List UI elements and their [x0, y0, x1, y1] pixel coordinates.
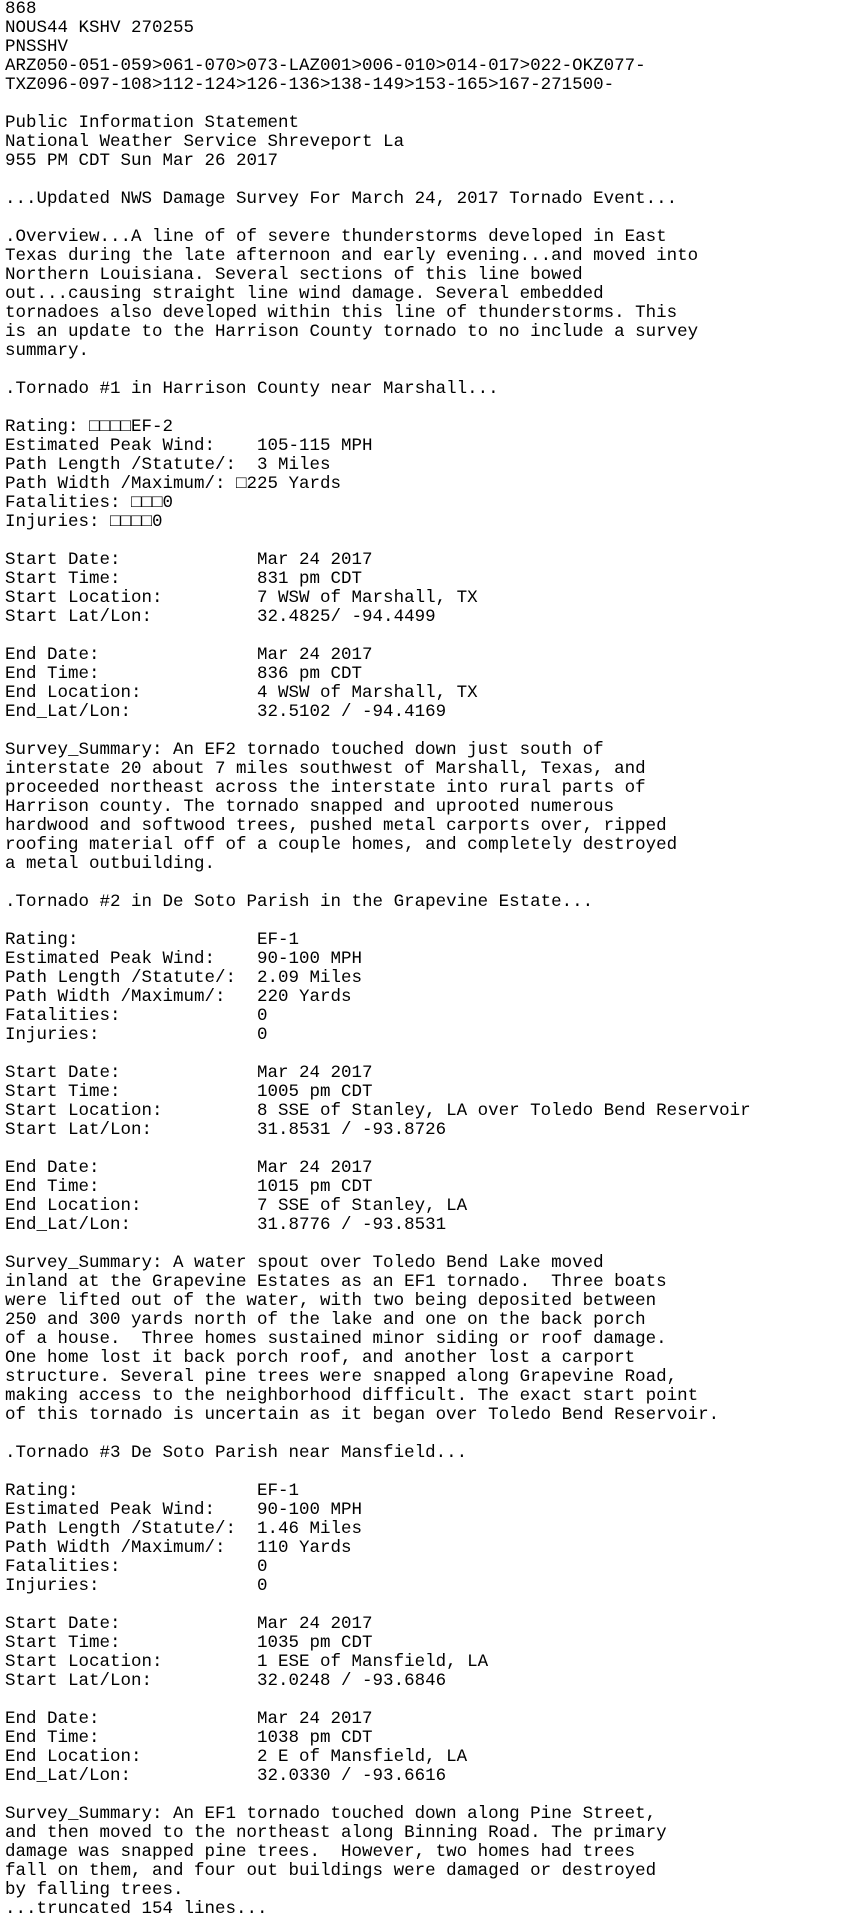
- text-line: [5, 399, 861, 418]
- text-line: Rating: □□□□EF-2: [5, 417, 174, 437]
- text-line: Start Location: 7 WSW of Marshall, TX: [5, 588, 478, 608]
- text-line: Survey_Summary: An EF1 tornado touched down along Pine Street,: [5, 1804, 657, 1824]
- text-line: End Time: 1038 pm CDT: [5, 1728, 373, 1748]
- text-line: End_Lat/Lon: 31.8776 / -93.8531: [5, 1215, 447, 1235]
- text-line: summary.: [5, 341, 90, 361]
- text-line: Survey_Summary: A water spout over Toledo Bend Lake moved: [5, 1253, 604, 1273]
- text-line: Injuries: 0: [5, 1025, 268, 1045]
- text-line: Path Width /Maximum/: 220 Yards: [5, 987, 352, 1007]
- text-line: Start Time: 1035 pm CDT: [5, 1633, 373, 1653]
- text-line: Start Lat/Lon: 32.4825/ -94.4499: [5, 607, 436, 627]
- text-line: Path Length /Statute/: 2.09 Miles: [5, 968, 363, 988]
- text-line: Start Date: Mar 24 2017: [5, 550, 373, 570]
- text-line: .Overview...A line of of severe thunderstorms developed in East: [5, 227, 667, 247]
- text-line: [5, 1691, 861, 1710]
- text-line: is an update to the Harrison County tornado to no include a survey: [5, 322, 699, 342]
- text-line: End_Lat/Lon: 32.5102 / -94.4169: [5, 702, 447, 722]
- text-line: 868: [5, 0, 37, 19]
- text-line: by falling trees.: [5, 1880, 184, 1900]
- text-line: Rating: EF-1: [5, 1481, 300, 1501]
- text-line: of this tornado is uncertain as it began over Toledo Bend Reservoir.: [5, 1405, 720, 1425]
- text-line: Start Location: 1 ESE of Mansfield, LA: [5, 1652, 489, 1672]
- text-line: Injuries: 0: [5, 1576, 268, 1596]
- text-line: tornadoes also developed within this line of thunderstorms. This: [5, 303, 678, 323]
- text-line: [5, 171, 861, 190]
- text-line: Estimated Peak Wind: 105-115 MPH: [5, 436, 373, 456]
- text-line: Start Time: 1005 pm CDT: [5, 1082, 373, 1102]
- text-line: [5, 874, 861, 893]
- text-line: Fatalities: □□□0: [5, 493, 174, 513]
- text-line: [5, 912, 861, 931]
- text-line: Texas during the late afternoon and early evening...and moved into: [5, 246, 699, 266]
- text-line: End Date: Mar 24 2017: [5, 1709, 373, 1729]
- text-line: ...truncated 154 lines...: [5, 1899, 268, 1919]
- text-line: End Date: Mar 24 2017: [5, 1158, 373, 1178]
- text-line: [5, 1425, 861, 1444]
- text-line: [5, 95, 861, 114]
- text-line: Start Lat/Lon: 31.8531 / -93.8726: [5, 1120, 447, 1140]
- text-line: NOUS44 KSHV 270255: [5, 18, 195, 38]
- text-line: [5, 209, 861, 228]
- text-line: proceeded northeast across the interstate into rural parts of: [5, 778, 646, 798]
- text-line: Estimated Peak Wind: 90-100 MPH: [5, 1500, 363, 1520]
- text-line: Fatalities: 0: [5, 1006, 268, 1026]
- text-line: Start Lat/Lon: 32.0248 / -93.6846: [5, 1671, 447, 1691]
- text-line: of a house. Three homes sustained minor siding or roof damage.: [5, 1329, 667, 1349]
- text-line: Rating: EF-1: [5, 930, 300, 950]
- text-line: inland at the Grapevine Estates as an EF1 tornado. Three boats: [5, 1272, 667, 1292]
- text-line: .Tornado #1 in Harrison County near Marshall...: [5, 379, 499, 399]
- text-line: TXZ096-097-108>112-124>126-136>138-149>153-165>167-271500-: [5, 75, 615, 95]
- text-line: [5, 532, 861, 551]
- text-line: Path Length /Statute/: 3 Miles: [5, 455, 331, 475]
- text-line: [5, 1045, 861, 1064]
- text-line: were lifted out of the water, with two being deposited between: [5, 1291, 657, 1311]
- text-line: [5, 722, 861, 741]
- text-line: [5, 1786, 861, 1805]
- text-line: Harrison county. The tornado snapped and uprooted numerous: [5, 797, 615, 817]
- text-line: Start Location: 8 SSE of Stanley, LA over Toledo Bend Reservoir: [5, 1101, 751, 1121]
- text-line: One home lost it back porch roof, and another lost a carport: [5, 1348, 636, 1368]
- text-line: Start Time: 831 pm CDT: [5, 569, 363, 589]
- text-line: Path Width /Maximum/: 110 Yards: [5, 1538, 352, 1558]
- text-line: End Date: Mar 24 2017: [5, 645, 373, 665]
- text-line: 250 and 300 yards north of the lake and one on the back porch: [5, 1310, 646, 1330]
- text-line: Fatalities: 0: [5, 1557, 268, 1577]
- text-line: roofing material off of a couple homes, and completely destroyed: [5, 835, 678, 855]
- text-line: ...Updated NWS Damage Survey For March 24, 2017 Tornado Event...: [5, 189, 678, 209]
- text-line: damage was snapped pine trees. However, two homes had trees: [5, 1842, 636, 1862]
- text-line: [5, 627, 861, 646]
- text-line: [5, 1140, 861, 1159]
- text-line: [5, 1596, 861, 1615]
- text-line: [5, 361, 861, 380]
- text-line: End Location: 4 WSW of Marshall, TX: [5, 683, 478, 703]
- text-line: a metal outbuilding.: [5, 854, 216, 874]
- text-line: End_Lat/Lon: 32.0330 / -93.6616: [5, 1766, 447, 1786]
- text-line: PNSSHV: [5, 37, 69, 57]
- text-line: End Time: 1015 pm CDT: [5, 1177, 373, 1197]
- text-line: National Weather Service Shreveport La: [5, 132, 405, 152]
- text-line: [5, 1235, 861, 1254]
- text-line: End Location: 7 SSE of Stanley, LA: [5, 1196, 468, 1216]
- text-line: Path Length /Statute/: 1.46 Miles: [5, 1519, 363, 1539]
- text-line: .Tornado #3 De Soto Parish near Mansfield...: [5, 1443, 468, 1463]
- text-line: interstate 20 about 7 miles southwest of Marshall, Texas, and: [5, 759, 646, 779]
- text-line: fall on them, and four out buildings were damaged or destroyed: [5, 1861, 657, 1881]
- text-line: making access to the neighborhood difficult. The exact start point: [5, 1386, 699, 1406]
- text-line: [5, 1463, 861, 1482]
- text-line: structure. Several pine trees were snapped along Grapevine Road,: [5, 1367, 678, 1387]
- text-line: Start Date: Mar 24 2017: [5, 1063, 373, 1083]
- text-line: Injuries: □□□□0: [5, 512, 163, 532]
- text-line: hardwood and softwood trees, pushed metal carports over, ripped: [5, 816, 667, 836]
- text-line: Northern Louisiana. Several sections of this line bowed: [5, 265, 583, 285]
- text-line: End Time: 836 pm CDT: [5, 664, 363, 684]
- text-line: End Location: 2 E of Mansfield, LA: [5, 1747, 468, 1767]
- text-line: Start Date: Mar 24 2017: [5, 1614, 373, 1634]
- text-line: Survey_Summary: An EF2 tornado touched down just south of: [5, 740, 604, 760]
- text-line: Estimated Peak Wind: 90-100 MPH: [5, 949, 363, 969]
- text-line: 955 PM CDT Sun Mar 26 2017: [5, 151, 279, 171]
- text-line: Path Width /Maximum/: □225 Yards: [5, 474, 342, 494]
- text-line: out...causing straight line wind damage. Several embedded: [5, 284, 604, 304]
- text-line: .Tornado #2 in De Soto Parish in the Grapevine Estate...: [5, 892, 594, 912]
- text-line: and then moved to the northeast along Binning Road. The primary: [5, 1823, 667, 1843]
- text-line: ARZ050-051-059>061-070>073-LAZ001>006-010>014-017>022-OKZ077-: [5, 56, 646, 76]
- text-line: Public Information Statement: [5, 113, 300, 133]
